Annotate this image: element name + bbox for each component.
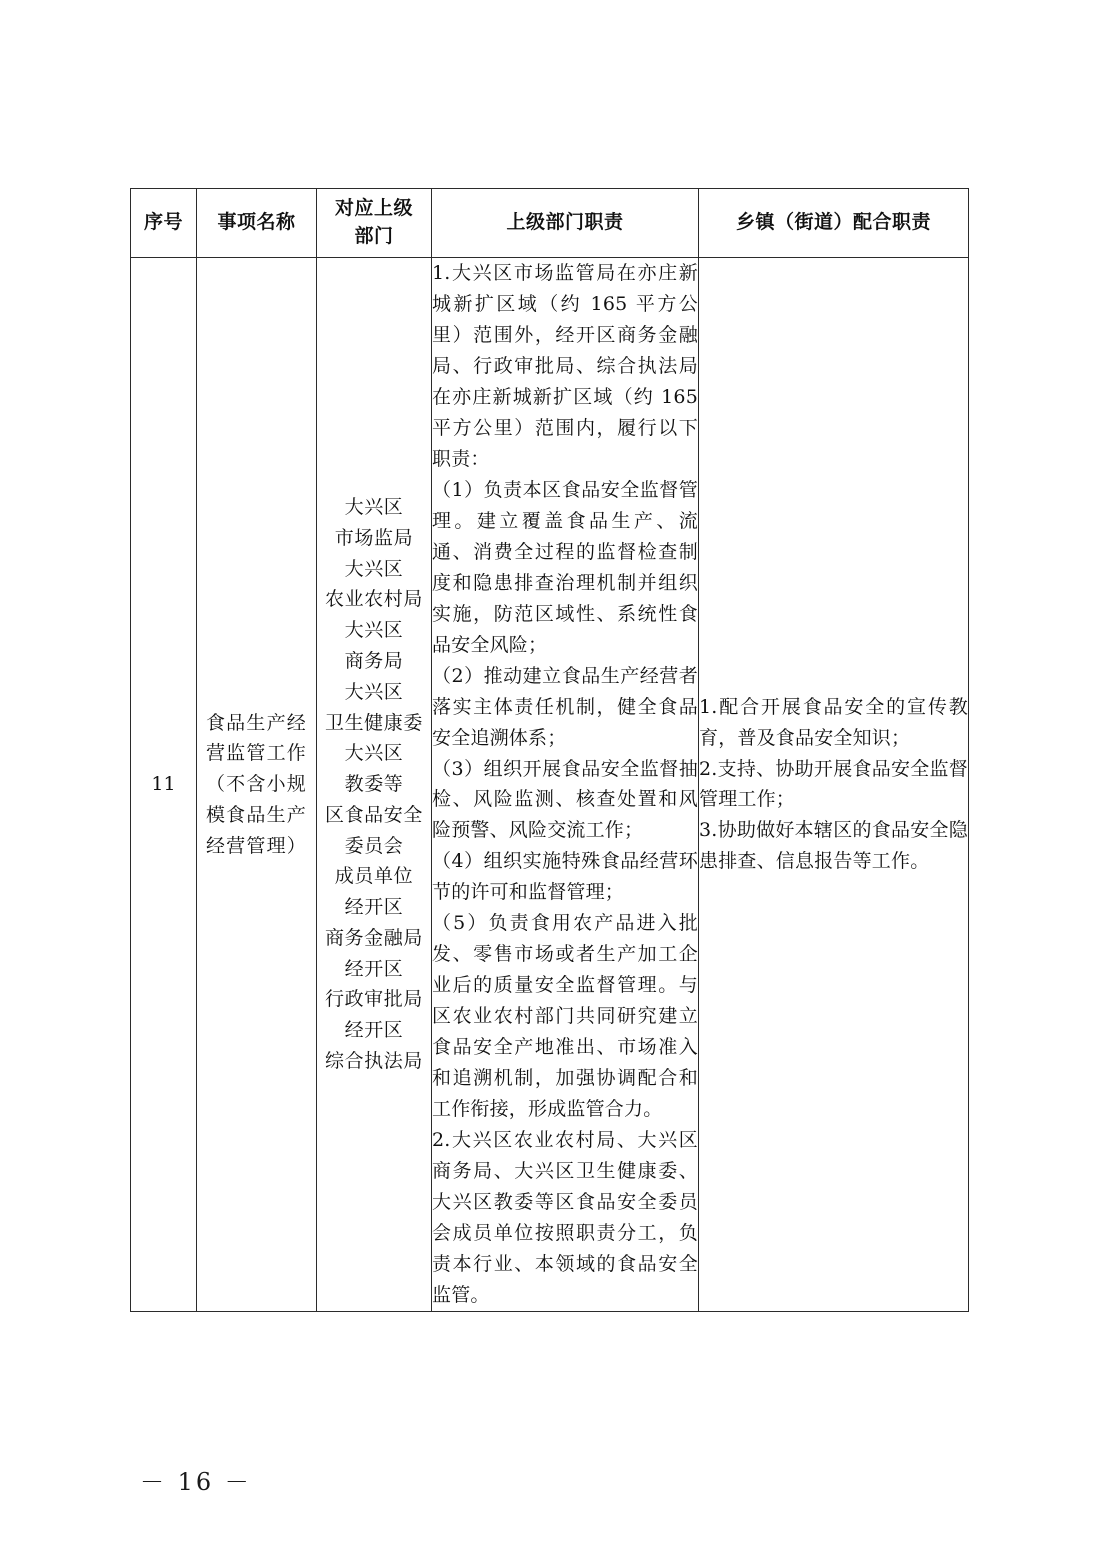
department-line: 农业农村局 <box>324 588 423 611</box>
header-corresponding-department-line1: 对应上级 <box>334 197 413 220</box>
duty-paragraph-list <box>432 258 698 1311</box>
cell-upper-department-duties <box>432 258 699 1312</box>
department-line: 行政审批局 <box>324 988 423 1011</box>
department-line: 大兴区 <box>344 496 404 519</box>
department-line: 经开区 <box>344 957 404 980</box>
header-serial-number: 序号 <box>131 189 197 258</box>
duty-paragraph: 1.大兴区市场监管局在亦庄新城新扩区域（约 165 平方公里）范围外，经开区商务金融局、行政审批局、综合执法局在亦庄新城新扩区域（约 165 平方公里）范围内，履行以下职责： <box>432 262 698 470</box>
department-line: 卫生健康委 <box>324 711 423 734</box>
table-row <box>131 258 969 1312</box>
responsibility-table <box>130 188 969 1312</box>
department-line: 商务金融局 <box>324 926 423 949</box>
department-line: 大兴区 <box>344 742 404 765</box>
cell-item-name: 食品生产经营监管工作（不含小规模食品生产经营管理） <box>197 258 317 1312</box>
department-line-list <box>317 492 431 1077</box>
department-line: 综合执法局 <box>324 1049 423 1072</box>
department-line: 经开区 <box>344 896 404 919</box>
duty-paragraph: （1）负责本区食品安全监督管理。建立覆盖食品生产、流通、消费全过程的监督检查制度和隐患排查治理机制并组织实施，防范区域性、系统性食品安全风险； <box>432 478 698 656</box>
duty-paragraph: （2）推动建立食品生产经营者落实主体责任机制，健全食品安全追溯体系； <box>432 664 698 749</box>
department-line: 成员单位 <box>334 865 414 888</box>
duty-paragraph: （3）组织开展食品安全监督抽检、风险监测、核查处置和风险预警、风险交流工作； <box>432 757 698 842</box>
page-number: － 16 － <box>140 1468 252 1496</box>
department-line: 区食品安全 <box>324 803 423 826</box>
header-upper-department-duties: 上级部门职责 <box>432 189 699 258</box>
department-line: 经开区 <box>344 1019 404 1042</box>
department-line: 大兴区 <box>344 680 404 703</box>
department-line: 市场监局 <box>334 526 414 549</box>
header-corresponding-department <box>317 189 432 258</box>
department-line: 委员会 <box>344 834 404 857</box>
duty-paragraph: （5）负责食用农产品进入批发、零售市场或者生产加工企业后的质量安全监督管理。与区农业农村部门共同研究建立食品安全产地准出、市场准入和追溯机制，加强协调配合和工作衔接，形成监管合力。 <box>432 912 698 1121</box>
header-township-cooperation-duties: 乡镇（街道）配合职责 <box>699 189 969 258</box>
cell-township-cooperation-duties <box>699 258 969 1312</box>
department-line: 商务局 <box>344 650 404 673</box>
header-item-name: 事项名称 <box>197 189 317 258</box>
table-header-row <box>131 189 969 258</box>
township-paragraph-list <box>699 692 968 878</box>
township-paragraph: 2.支持、协助开展食品安全监督管理工作； <box>699 757 968 811</box>
department-line: 大兴区 <box>344 619 404 642</box>
duty-paragraph: （4）组织实施特殊食品经营环节的许可和监督管理； <box>432 850 698 904</box>
duty-paragraph: 2.大兴区农业农村局、大兴区商务局、大兴区卫生健康委、大兴区教委等区食品安全委员会成员单位按照职责分工，负责本行业、本领域的食品安全监管。 <box>432 1129 698 1306</box>
township-paragraph: 3.协助做好本辖区的食品安全隐患排查、信息报告等工作。 <box>699 819 968 873</box>
header-corresponding-department-line2: 部门 <box>354 225 394 247</box>
cell-corresponding-department <box>317 258 432 1312</box>
department-line: 教委等 <box>344 773 404 796</box>
cell-serial-number: 11 <box>131 258 197 1312</box>
department-line: 大兴区 <box>344 557 404 580</box>
township-paragraph: 1.配合开展食品安全的宣传教育，普及食品安全知识； <box>699 695 968 749</box>
